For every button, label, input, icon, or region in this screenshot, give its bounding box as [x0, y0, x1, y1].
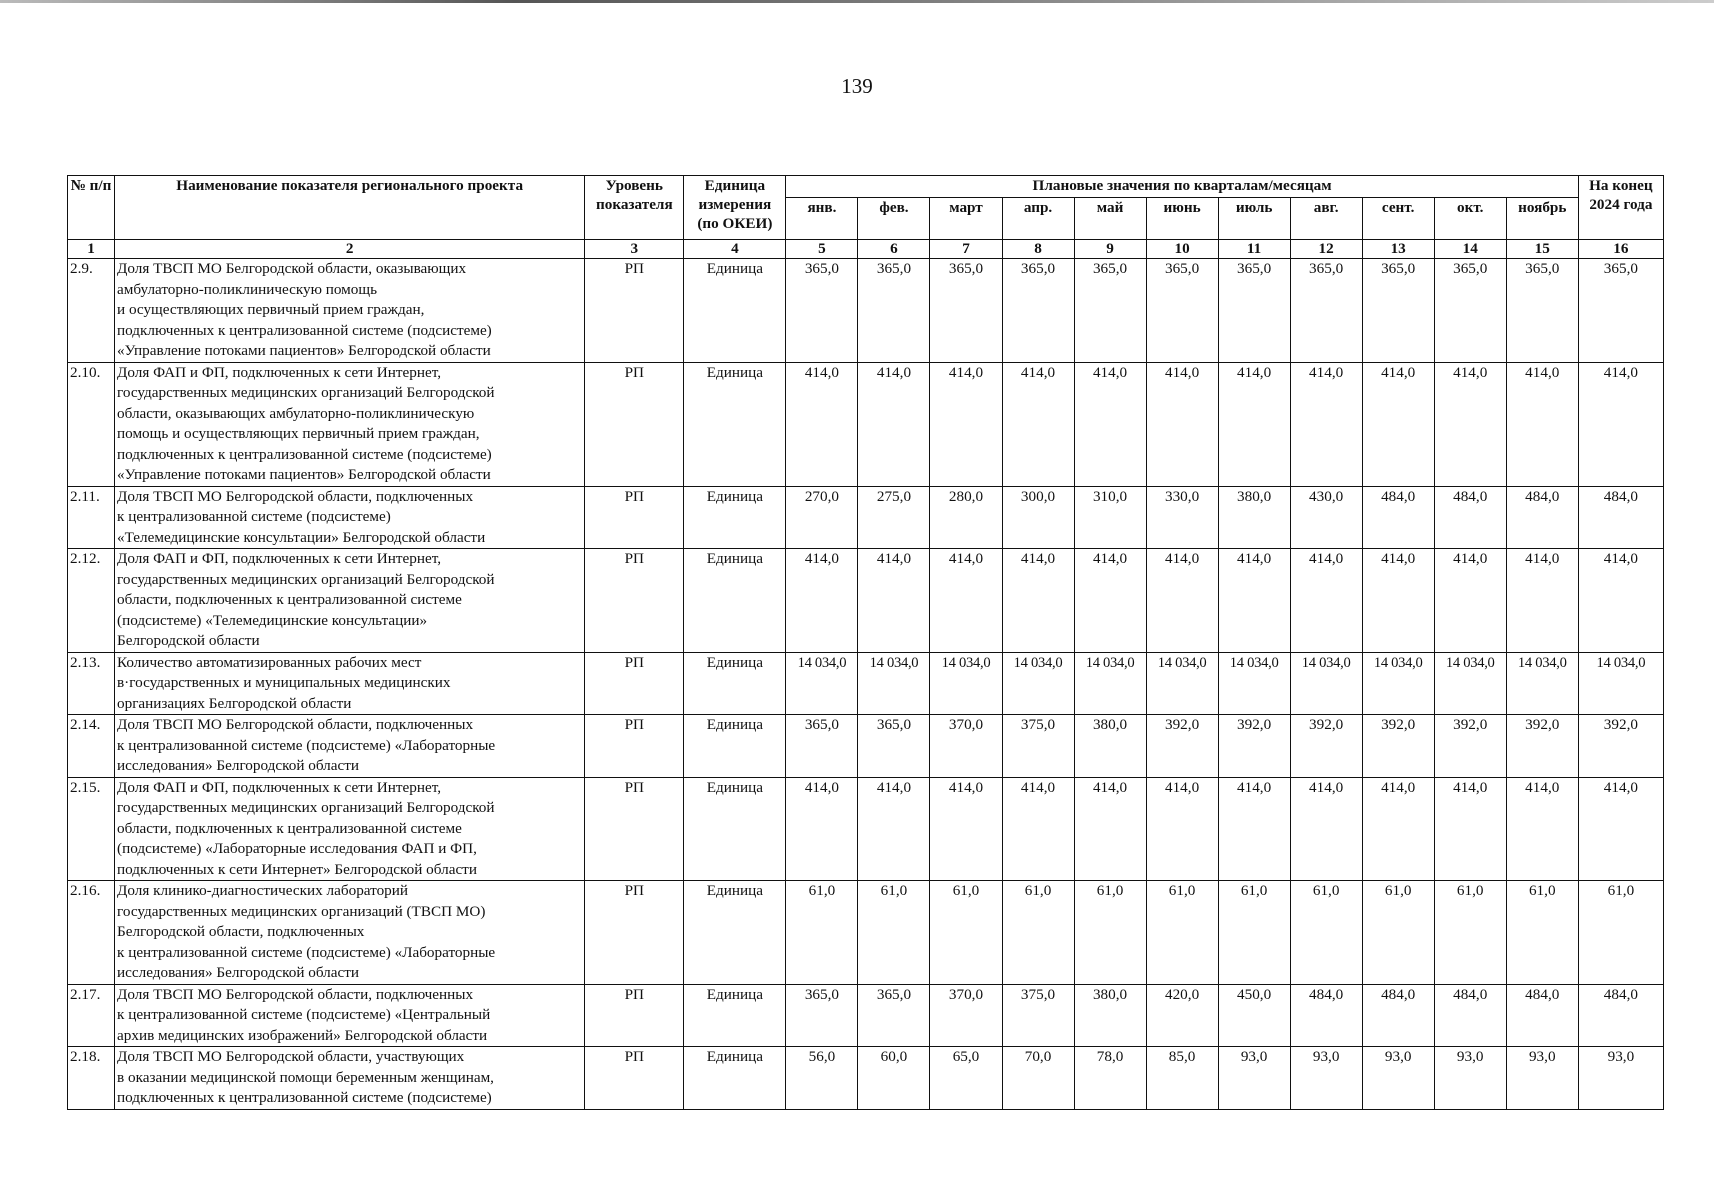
- header-unit-line-3: (по ОКЕИ): [697, 215, 773, 232]
- plan-value: 414,0: [1218, 777, 1290, 881]
- indicator-unit: Единица: [684, 259, 786, 363]
- table-row: [68, 777, 1664, 881]
- column-number: 13: [1362, 240, 1434, 259]
- indicator-level: РП: [585, 549, 684, 653]
- plan-value: 484,0: [1434, 486, 1506, 549]
- plan-value: 392,0: [1434, 715, 1506, 778]
- header-month: июль: [1218, 198, 1290, 240]
- plan-value: 61,0: [1290, 881, 1362, 985]
- plan-value: 14 034,0: [1146, 652, 1218, 715]
- row-number: 2.11.: [68, 486, 115, 549]
- plan-value: 414,0: [1506, 777, 1578, 881]
- plan-value: 61,0: [858, 881, 930, 985]
- table-row: [68, 881, 1664, 985]
- plan-value: 450,0: [1218, 984, 1290, 1047]
- plan-value: 414,0: [1506, 549, 1578, 653]
- plan-value: 380,0: [1074, 715, 1146, 778]
- column-number: 3: [585, 240, 684, 259]
- plan-value: 414,0: [1578, 777, 1663, 881]
- plan-value: 365,0: [930, 259, 1002, 363]
- plan-value: 414,0: [1290, 549, 1362, 653]
- plan-value: 392,0: [1146, 715, 1218, 778]
- indicator-name: Доля ФАП и ФП, подключенных к сети Интернет, государственных медицинских организаций Белгородской области, подключенных к централизованной системе (подсистеме) «Телемедицинские консультации» Белгородской области: [115, 549, 585, 653]
- indicator-unit: Единица: [684, 1047, 786, 1110]
- row-number: 2.17.: [68, 984, 115, 1047]
- plan-value: 392,0: [1290, 715, 1362, 778]
- plan-value: 78,0: [1074, 1047, 1146, 1110]
- plan-value: 430,0: [1290, 486, 1362, 549]
- indicator-level: РП: [585, 362, 684, 486]
- table-row: [68, 259, 1664, 363]
- plan-value: 300,0: [1002, 486, 1074, 549]
- plan-value: 370,0: [930, 984, 1002, 1047]
- plan-value: 14 034,0: [1002, 652, 1074, 715]
- header-month: март: [930, 198, 1002, 240]
- plan-value: 414,0: [1146, 362, 1218, 486]
- header-unit-line-1: Единица: [704, 177, 766, 194]
- plan-value: 60,0: [858, 1047, 930, 1110]
- plan-value: 365,0: [1074, 259, 1146, 363]
- column-number: 1: [68, 240, 115, 259]
- plan-value: 484,0: [1506, 984, 1578, 1047]
- indicator-unit: Единица: [684, 881, 786, 985]
- row-number: 2.15.: [68, 777, 115, 881]
- indicator-level: РП: [585, 652, 684, 715]
- plan-value: 392,0: [1218, 715, 1290, 778]
- plan-value: 484,0: [1506, 486, 1578, 549]
- plan-value: 61,0: [1434, 881, 1506, 985]
- indicator-name: Доля ТВСП МО Белгородской области, оказывающих амбулаторно-поликлиническую помощь и осуществляющих первичный прием граждан, подключенных к централизованной системе (подсистеме) «Управление потоками пациентов» Белгородской области: [115, 259, 585, 363]
- plan-value: 365,0: [1218, 259, 1290, 363]
- column-number: 8: [1002, 240, 1074, 259]
- indicator-unit: Единица: [684, 652, 786, 715]
- indicator-level: РП: [585, 777, 684, 881]
- row-number: 2.13.: [68, 652, 115, 715]
- table-row: [68, 652, 1664, 715]
- plan-value: 414,0: [1002, 362, 1074, 486]
- plan-value: 65,0: [930, 1047, 1002, 1110]
- plan-value: 414,0: [1434, 549, 1506, 653]
- plan-value: 484,0: [1362, 486, 1434, 549]
- header-unit: [684, 176, 786, 240]
- indicator-level: РП: [585, 259, 684, 363]
- table-row: [68, 486, 1664, 549]
- table-row: [68, 984, 1664, 1047]
- plan-value: 365,0: [858, 259, 930, 363]
- header-num: № п/п: [68, 176, 115, 240]
- plan-value: 61,0: [1362, 881, 1434, 985]
- indicators-table: [67, 175, 1664, 1110]
- plan-value: 414,0: [1362, 777, 1434, 881]
- indicator-level: РП: [585, 715, 684, 778]
- plan-value: 370,0: [930, 715, 1002, 778]
- row-number: 2.18.: [68, 1047, 115, 1110]
- plan-value: 14 034,0: [1506, 652, 1578, 715]
- plan-value: 14 034,0: [1074, 652, 1146, 715]
- plan-value: 93,0: [1578, 1047, 1663, 1110]
- plan-value: 414,0: [858, 777, 930, 881]
- indicator-level: РП: [585, 1047, 684, 1110]
- plan-value: 380,0: [1074, 984, 1146, 1047]
- plan-value: 93,0: [1362, 1047, 1434, 1110]
- plan-value: 56,0: [786, 1047, 858, 1110]
- plan-value: 61,0: [1506, 881, 1578, 985]
- column-number: 11: [1218, 240, 1290, 259]
- header-month: янв.: [786, 198, 858, 240]
- plan-value: 414,0: [1506, 362, 1578, 486]
- plan-value: 414,0: [1074, 777, 1146, 881]
- plan-value: 414,0: [786, 549, 858, 653]
- plan-value: 484,0: [1290, 984, 1362, 1047]
- plan-value: 365,0: [1146, 259, 1218, 363]
- plan-value: 414,0: [930, 777, 1002, 881]
- column-number: 16: [1578, 240, 1663, 259]
- plan-value: 414,0: [1578, 549, 1663, 653]
- plan-value: 14 034,0: [930, 652, 1002, 715]
- plan-value: 365,0: [1434, 259, 1506, 363]
- plan-value: 365,0: [786, 715, 858, 778]
- plan-value: 414,0: [1578, 362, 1663, 486]
- plan-value: 365,0: [1002, 259, 1074, 363]
- plan-value: 414,0: [930, 362, 1002, 486]
- plan-value: 365,0: [1290, 259, 1362, 363]
- column-number: 4: [684, 240, 786, 259]
- header-end: [1578, 176, 1663, 240]
- plan-value: 365,0: [1506, 259, 1578, 363]
- plan-value: 414,0: [1218, 549, 1290, 653]
- indicator-name: Доля ТВСП МО Белгородской области, подключенных к централизованной системе (подсистеме) «Центральный архив медицинских изображений» Белгородской области: [115, 984, 585, 1047]
- indicator-name: Доля ФАП и ФП, подключенных к сети Интернет, государственных медицинских организаций Белгородской области, подключенных к централизованной системе (подсистеме) «Лабораторные исследования ФАП и ФП, подключенных к сети Интернет» Белгородской области: [115, 777, 585, 881]
- plan-value: 414,0: [1002, 549, 1074, 653]
- plan-value: 93,0: [1218, 1047, 1290, 1110]
- header-month: май: [1074, 198, 1146, 240]
- column-number: 2: [115, 240, 585, 259]
- indicator-name: Доля клинико-диагностических лабораторий государственных медицинских организаций (ТВСП МО) Белгородской области, подключенных к централизованной системе (подсистеме) «Лабораторные исследования» Белгородской области: [115, 881, 585, 985]
- column-number: 7: [930, 240, 1002, 259]
- plan-value: 14 034,0: [1362, 652, 1434, 715]
- plan-value: 414,0: [1074, 362, 1146, 486]
- plan-value: 484,0: [1362, 984, 1434, 1047]
- indicator-unit: Единица: [684, 549, 786, 653]
- row-number: 2.9.: [68, 259, 115, 363]
- plan-value: 365,0: [786, 984, 858, 1047]
- indicator-unit: Единица: [684, 362, 786, 486]
- table-row: [68, 549, 1664, 653]
- column-number: 5: [786, 240, 858, 259]
- plan-value: 414,0: [1146, 549, 1218, 653]
- header-month: июнь: [1146, 198, 1218, 240]
- indicator-unit: Единица: [684, 984, 786, 1047]
- plan-value: 61,0: [786, 881, 858, 985]
- plan-value: 14 034,0: [1290, 652, 1362, 715]
- plan-value: 484,0: [1578, 486, 1663, 549]
- plan-value: 414,0: [1002, 777, 1074, 881]
- plan-value: 93,0: [1290, 1047, 1362, 1110]
- plan-value: 380,0: [1218, 486, 1290, 549]
- plan-value: 61,0: [1146, 881, 1218, 985]
- plan-value: 414,0: [858, 549, 930, 653]
- header-end-line-1: На конец: [1589, 177, 1653, 194]
- plan-value: 414,0: [786, 362, 858, 486]
- indicator-level: РП: [585, 486, 684, 549]
- column-number: 10: [1146, 240, 1218, 259]
- plan-value: 365,0: [858, 715, 930, 778]
- plan-value: 392,0: [1506, 715, 1578, 778]
- plan-value: 414,0: [1290, 362, 1362, 486]
- plan-value: 414,0: [786, 777, 858, 881]
- indicator-unit: Единица: [684, 777, 786, 881]
- plan-value: 484,0: [1578, 984, 1663, 1047]
- indicator-name: Количество автоматизированных рабочих мест в·государственных и муниципальных медицинских организациях Белгородской области: [115, 652, 585, 715]
- row-number: 2.10.: [68, 362, 115, 486]
- indicator-name: Доля ФАП и ФП, подключенных к сети Интернет, государственных медицинских организаций Белгородской области, оказывающих амбулаторно-поликлиническую помощь и осуществляющих первичный прием граждан, подключенных к централизованной системе (подсистеме) «Управление потоками пациентов» Белгородской области: [115, 362, 585, 486]
- header-name: Наименование показателя регионального проекта: [115, 176, 585, 240]
- header-level: Уровень показателя: [585, 176, 684, 240]
- plan-value: 61,0: [1074, 881, 1146, 985]
- row-number: 2.14.: [68, 715, 115, 778]
- header-month: апр.: [1002, 198, 1074, 240]
- header-month: ноябрь: [1506, 198, 1578, 240]
- plan-value: 392,0: [1362, 715, 1434, 778]
- plan-value: 365,0: [1578, 259, 1663, 363]
- plan-value: 70,0: [1002, 1047, 1074, 1110]
- indicator-name: Доля ТВСП МО Белгородской области, подключенных к централизованной системе (подсистеме) «Телемедицинские консультации» Белгородской области: [115, 486, 585, 549]
- table-row: [68, 715, 1664, 778]
- plan-value: 375,0: [1002, 715, 1074, 778]
- plan-value: 484,0: [1434, 984, 1506, 1047]
- column-number: 6: [858, 240, 930, 259]
- plan-value: 61,0: [1218, 881, 1290, 985]
- plan-value: 365,0: [858, 984, 930, 1047]
- indicator-name: Доля ТВСП МО Белгородской области, подключенных к централизованной системе (подсистеме) «Лабораторные исследования» Белгородской области: [115, 715, 585, 778]
- plan-value: 310,0: [1074, 486, 1146, 549]
- header-end-line-2: 2024 года: [1589, 196, 1653, 213]
- plan-value: 375,0: [1002, 984, 1074, 1047]
- column-number: 14: [1434, 240, 1506, 259]
- header-plan: Плановые значения по кварталам/месяцам: [786, 176, 1578, 198]
- plan-value: 414,0: [1218, 362, 1290, 486]
- plan-value: 392,0: [1578, 715, 1663, 778]
- plan-value: 275,0: [858, 486, 930, 549]
- page-number: 139: [841, 74, 873, 98]
- table-row: [68, 1047, 1664, 1110]
- plan-value: 14 034,0: [1218, 652, 1290, 715]
- header-month: фев.: [858, 198, 930, 240]
- indicator-name: Доля ТВСП МО Белгородской области, участвующих в оказании медицинской помощи беременным женщинам, подключенных к централизованной системе (подсистеме): [115, 1047, 585, 1110]
- row-number: 2.12.: [68, 549, 115, 653]
- column-number: 15: [1506, 240, 1578, 259]
- plan-value: 414,0: [858, 362, 930, 486]
- plan-value: 414,0: [1434, 362, 1506, 486]
- plan-value: 85,0: [1146, 1047, 1218, 1110]
- header-month: авг.: [1290, 198, 1362, 240]
- plan-value: 414,0: [1434, 777, 1506, 881]
- plan-value: 270,0: [786, 486, 858, 549]
- plan-value: 14 034,0: [1434, 652, 1506, 715]
- column-number: 12: [1290, 240, 1362, 259]
- indicator-level: РП: [585, 881, 684, 985]
- column-number: 9: [1074, 240, 1146, 259]
- indicator-level: РП: [585, 984, 684, 1047]
- plan-value: 365,0: [786, 259, 858, 363]
- table-row: [68, 362, 1664, 486]
- row-number: 2.16.: [68, 881, 115, 985]
- plan-value: 420,0: [1146, 984, 1218, 1047]
- plan-value: 14 034,0: [786, 652, 858, 715]
- plan-value: 414,0: [1362, 362, 1434, 486]
- header-month: сент.: [1362, 198, 1434, 240]
- header-month: окт.: [1434, 198, 1506, 240]
- plan-value: 414,0: [1290, 777, 1362, 881]
- plan-value: 14 034,0: [858, 652, 930, 715]
- plan-value: 93,0: [1506, 1047, 1578, 1110]
- plan-value: 61,0: [1578, 881, 1663, 985]
- scan-top-edge: [0, 0, 1714, 3]
- plan-value: 61,0: [1002, 881, 1074, 985]
- plan-value: 14 034,0: [1578, 652, 1663, 715]
- indicator-unit: Единица: [684, 486, 786, 549]
- plan-value: 330,0: [1146, 486, 1218, 549]
- plan-value: 365,0: [1362, 259, 1434, 363]
- plan-value: 414,0: [930, 549, 1002, 653]
- indicator-unit: Единица: [684, 715, 786, 778]
- plan-value: 414,0: [1074, 549, 1146, 653]
- plan-value: 414,0: [1146, 777, 1218, 881]
- header-unit-line-2: измерения: [698, 196, 772, 213]
- plan-value: 280,0: [930, 486, 1002, 549]
- plan-value: 414,0: [1362, 549, 1434, 653]
- plan-value: 61,0: [930, 881, 1002, 985]
- plan-value: 93,0: [1434, 1047, 1506, 1110]
